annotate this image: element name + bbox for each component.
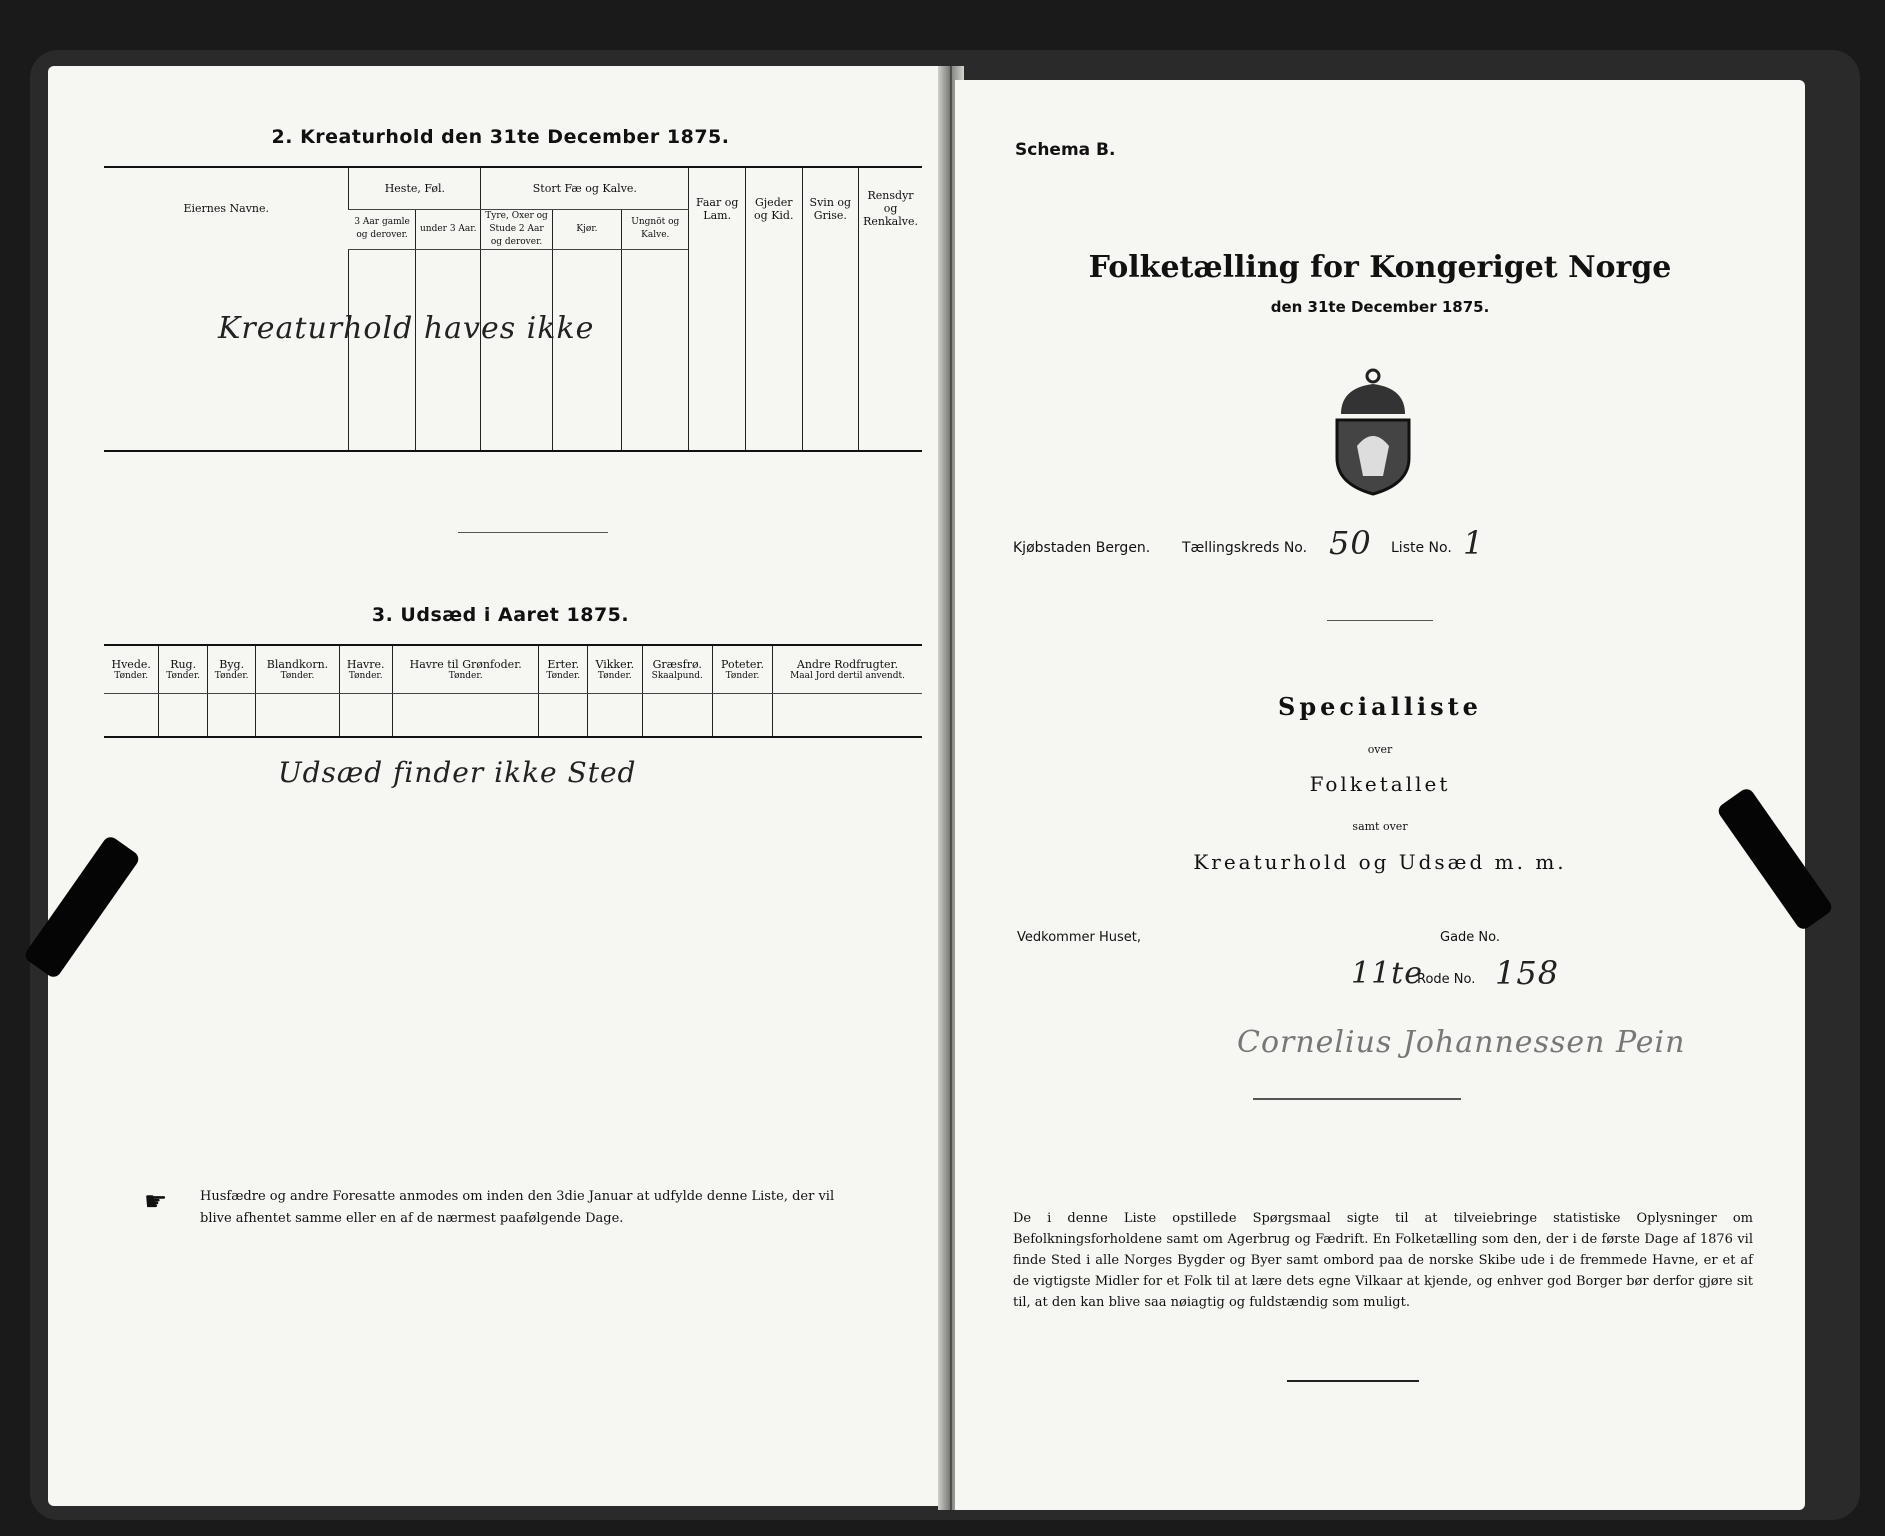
owner-handwriting: Cornelius Johannessen Pein bbox=[1237, 1025, 1686, 1060]
specialliste-heading: Specialliste bbox=[1278, 692, 1482, 721]
goats-header: Gjeder og Kid. bbox=[745, 167, 802, 249]
reindeer-header: Rensdyr og Renkalve. bbox=[859, 167, 922, 249]
seed-col-4: Havre. Tønder. bbox=[339, 645, 392, 693]
divider bbox=[1327, 620, 1433, 621]
left-page bbox=[48, 66, 953, 1506]
calves-header: Ungnöt og Kalve. bbox=[622, 209, 689, 249]
divider bbox=[458, 532, 608, 533]
place-label: Kjøbstaden Bergen. bbox=[1013, 540, 1151, 556]
livestock-table bbox=[104, 166, 922, 452]
horses-over3-header: 3 Aar gamle og derover. bbox=[349, 209, 416, 249]
rode-prefix: 11te bbox=[1351, 956, 1423, 991]
seed-col-2: Byg. Tønder. bbox=[207, 645, 256, 693]
district-label: Tællingskreds No. bbox=[1182, 540, 1308, 556]
owner-name-header: Eiernes Navne. bbox=[104, 167, 349, 249]
main-title: Folketælling for Kongeriget Norge bbox=[1088, 250, 1672, 285]
seed-table bbox=[104, 644, 922, 738]
list-value: 1 bbox=[1463, 524, 1485, 562]
footnote: Husfædre og andre Foresatte anmodes om inden den 3die Januar at udfylde denne Liste, der vil blive afhentet samme eller en af de nærmest paafølgende Dage. bbox=[200, 1189, 835, 1226]
seed-col-5: Havre til Grønfoder. Tønder. bbox=[392, 645, 539, 693]
seed-section-title: 3. Udsæd i Aaret 1875. bbox=[371, 604, 630, 626]
main-subtitle: den 31te December 1875. bbox=[1270, 298, 1490, 316]
seed-col-3: Blandkorn. Tønder. bbox=[256, 645, 339, 693]
house-label: Vedkommer Huset, bbox=[1017, 930, 1141, 945]
sheep-header: Faar og Lam. bbox=[689, 167, 746, 249]
schema-label: Schema B. bbox=[1015, 140, 1116, 160]
seed-col-1: Rug. Tønder. bbox=[159, 645, 208, 693]
signature-line bbox=[1253, 1098, 1461, 1100]
livestock-handwritten-entry: Kreaturhold haves ikke bbox=[218, 311, 595, 346]
right-page bbox=[955, 80, 1805, 1510]
bulls-header: Tyre, Oxer og Stude 2 Aar og derover. bbox=[481, 209, 553, 249]
pigs-header: Svin og Grise. bbox=[802, 167, 859, 249]
list-label: Liste No. bbox=[1391, 540, 1452, 556]
cows-header: Kjør. bbox=[552, 209, 621, 249]
seed-col-9: Poteter. Tønder. bbox=[712, 645, 772, 693]
horses-under3-header: under 3 Aar. bbox=[416, 209, 481, 249]
rode-value: 158 bbox=[1495, 954, 1560, 992]
seed-handwritten-entry: Udsæd finder ikke Sted bbox=[278, 756, 637, 789]
seed-col-0: Hvede. Tønder. bbox=[104, 645, 159, 693]
kreaturhold-heading: Kreaturhold og Udsæd m. m. bbox=[1193, 850, 1567, 874]
purpose-text: De i denne Liste opstillede Spørgsmaal sigte til at tilveiebringe statistiske Oplysninger om Befolkningsforholdene samt om Agerbrug og Fædrift. En Folketælling som den, der i de første Dage af 1876 vil finde Sted i alle Norges Bygder og Byer samt ombord paa de norske Skibe ude i de fremmede Havne, er et af de vigtigste Midler for et Folk til at lære dets egne Vilkaar at kjende, og enhver god Borger bør derfor gjøre sit til, at den kan blive saa nøiagtig og fuldstændig som muligt. bbox=[1013, 1211, 1753, 1310]
horses-header: Heste, Føl. bbox=[349, 167, 481, 209]
street-label: Gade No. bbox=[1440, 930, 1501, 945]
livestock-section-title: 2. Kreaturhold den 31te December 1875. bbox=[271, 126, 730, 148]
over-text: over bbox=[1367, 743, 1393, 756]
closing-rule bbox=[1287, 1380, 1419, 1382]
coat-of-arms bbox=[1327, 366, 1419, 496]
pointing-hand-icon: ☛ bbox=[144, 1187, 168, 1217]
seed-col-8: Græsfrø. Skaalpund. bbox=[642, 645, 712, 693]
rode-label: Rode No. bbox=[1417, 972, 1476, 987]
seed-col-6: Erter. Tønder. bbox=[539, 645, 588, 693]
seed-col-7: Vikker. Tønder. bbox=[587, 645, 642, 693]
samt-over-text: samt over bbox=[1352, 820, 1408, 833]
cattle-header: Stort Fæ og Kalve. bbox=[481, 167, 689, 209]
seed-col-10: Andre Rodfrugter. Maal Jord dertil anvendt. bbox=[773, 645, 922, 693]
district-value: 50 bbox=[1329, 524, 1372, 562]
folketallet-heading: Folketallet bbox=[1309, 772, 1451, 796]
